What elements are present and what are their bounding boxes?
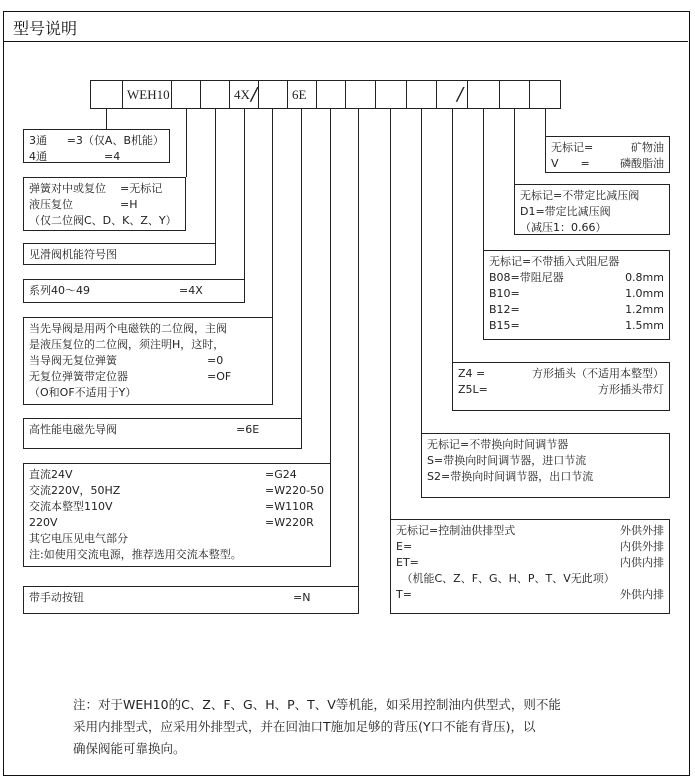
option-code: =H <box>120 198 138 211</box>
option-label: B15= <box>489 319 520 332</box>
option-code: 内供内排 <box>620 556 664 569</box>
connector-line <box>483 109 484 250</box>
option-label: 是液压复位的二位阀，须注明H，这时， <box>29 338 225 351</box>
slash-separator: / <box>251 84 258 105</box>
option-label: 液压复位 <box>29 198 73 211</box>
option-row <box>551 140 664 156</box>
option-code: =N <box>293 591 311 604</box>
code-cell <box>200 80 230 109</box>
option-row <box>29 247 210 263</box>
option-row <box>29 422 296 438</box>
option-label: 当导阀无复位弹簧 <box>29 354 117 367</box>
code-cell <box>90 80 123 109</box>
option-row <box>427 453 664 469</box>
option-label: ET= <box>396 556 419 569</box>
option-label: B08=带阻尼器 <box>489 271 564 284</box>
option-box-pilot <box>23 317 273 405</box>
option-box-manual <box>23 586 359 614</box>
option-row <box>29 499 325 515</box>
option-box-series <box>23 279 245 303</box>
option-code <box>265 531 325 547</box>
option-code <box>227 321 287 337</box>
connector-line <box>358 109 359 586</box>
option-row <box>489 270 664 286</box>
option-row <box>29 133 164 149</box>
option-box-ways <box>23 129 170 163</box>
option-label: 3通 <box>29 134 47 147</box>
option-code: =3（仅A、B机能） <box>66 134 164 147</box>
option-code: =0 <box>207 354 224 367</box>
option-row <box>29 337 267 353</box>
option-box-solenoid <box>23 418 302 449</box>
option-row <box>427 437 664 453</box>
option-row <box>489 254 664 270</box>
option-code: 1.2mm <box>625 303 664 316</box>
footnote-line: 注：对于WEH10的C、Z、F、G、H、P、T、V等机能，如采用控制油内供型式，则不能 <box>73 697 561 712</box>
option-code: 外供外排 <box>620 524 664 537</box>
option-label: 交流本整型110V <box>29 500 113 513</box>
option-code: =W220R <box>265 516 314 529</box>
option-label: 当先导阀是用两个电磁铁的二位阀，主阀 <box>29 322 227 335</box>
option-label: V = <box>551 157 590 170</box>
option-code: =G24 <box>265 468 297 481</box>
option-label: Z5L= <box>458 383 488 396</box>
option-label: （机能C、Z、F、G、H、P、T、V无此项） <box>396 572 615 585</box>
connector-line <box>244 109 245 279</box>
option-label: 其它电压见电气部分 <box>29 532 128 545</box>
option-code: 矿物油 <box>631 141 664 154</box>
option-box-reducer <box>514 184 670 235</box>
option-code: =W220-50 <box>265 484 325 497</box>
connector-line <box>186 109 187 177</box>
option-code: =4 <box>104 150 121 163</box>
option-label: 带手动按钮 <box>29 591 84 604</box>
code-cell <box>258 80 288 109</box>
slash-separator: / <box>457 84 464 105</box>
option-code: 内供外排 <box>620 540 664 553</box>
code-cell <box>375 80 407 109</box>
option-row <box>29 321 267 337</box>
option-label: T= <box>396 588 412 601</box>
option-row <box>551 156 664 172</box>
option-code: =OF <box>207 370 232 383</box>
option-row <box>520 204 664 220</box>
option-label: 无标记=控制油供排型式 <box>396 524 516 537</box>
option-code <box>177 213 237 229</box>
connector-line <box>390 109 391 519</box>
option-code <box>265 547 325 563</box>
connector-line <box>545 109 546 136</box>
option-row <box>396 571 664 587</box>
option-label: 无标记= <box>551 141 594 154</box>
option-label: 高性能电磁先导阀 <box>29 423 117 436</box>
code-cell <box>406 80 437 109</box>
option-label: 直流24V <box>29 468 73 481</box>
option-label: 见滑阀机能符号图 <box>29 248 117 261</box>
option-row <box>396 523 664 539</box>
option-label: Z4 = <box>458 367 486 380</box>
option-row <box>489 318 664 334</box>
option-label: 弹簧对中或复位 <box>29 182 106 195</box>
option-label: S=带换向时间调节器，进口节流 <box>427 454 587 467</box>
code-cell: WEH10 <box>122 80 172 109</box>
option-label: 4通 <box>29 150 47 163</box>
option-label: D1=带定比减压阀 <box>520 205 611 218</box>
connector-line <box>421 109 422 433</box>
option-row <box>29 197 180 213</box>
option-label: S2=带换向时间调节器，出口节流 <box>427 470 594 483</box>
option-row <box>520 220 664 236</box>
option-box-timing <box>421 433 670 498</box>
option-code <box>207 385 267 401</box>
option-row <box>489 302 664 318</box>
code-cell <box>316 80 346 109</box>
connector-line <box>106 109 107 129</box>
option-label: 注:如使用交流电源，推荐选用交流本整型。 <box>29 548 242 561</box>
option-label: 交流220V，50HZ <box>29 484 121 497</box>
option-row <box>29 547 325 563</box>
connector-line <box>272 109 273 317</box>
option-row <box>29 483 325 499</box>
code-cell: 6E <box>287 80 317 109</box>
option-row <box>29 353 267 369</box>
code-cell: 4X <box>229 80 259 109</box>
option-label: B10= <box>489 287 520 300</box>
option-row <box>29 149 164 165</box>
code-cell <box>499 80 530 109</box>
option-row <box>458 382 664 398</box>
option-label: （减压1：0.66） <box>520 221 607 234</box>
connector-line <box>301 109 302 418</box>
code-cell <box>467 80 500 109</box>
option-code: 1.5mm <box>625 319 664 332</box>
option-code: =6E <box>236 423 260 436</box>
option-code: 方形插头（不适用本整型） <box>532 367 664 380</box>
option-code <box>224 337 284 353</box>
option-box-reset <box>23 177 186 231</box>
option-code: 1.0mm <box>625 287 664 300</box>
option-code: =W110R <box>265 500 314 513</box>
option-row <box>29 590 353 606</box>
page-title: 型号说明 <box>13 19 78 38</box>
option-box-voltage <box>23 463 331 567</box>
option-label: （仅二位阀C、D、K、Z、Y） <box>29 214 177 227</box>
option-row <box>520 188 664 204</box>
footnote <box>73 694 561 760</box>
title-bar <box>3 11 688 42</box>
option-label: （O和OF不适用于Y） <box>29 386 137 399</box>
code-cell <box>436 80 468 109</box>
option-label: E= <box>396 540 413 553</box>
footnote-line: 采用内排型式，应采用外排型式，并在回油口T施加足够的背压(Y口不能有背压)，以 <box>73 719 536 734</box>
option-code: 磷酸脂油 <box>620 157 664 170</box>
option-row <box>29 385 267 401</box>
connector-line <box>330 109 331 463</box>
option-row <box>427 469 664 485</box>
option-row <box>396 587 664 603</box>
option-code: 0.8mm <box>625 271 664 284</box>
option-row <box>458 366 664 382</box>
connector-line <box>452 109 453 362</box>
footnote-line: 确保阀能可靠换向。 <box>73 741 186 756</box>
option-box-oil <box>390 519 670 614</box>
option-row <box>29 515 325 531</box>
option-code <box>150 247 210 263</box>
connector-line <box>514 109 515 184</box>
option-code: =4X <box>179 284 203 297</box>
option-label: 无复位弹簧带定位器 <box>29 370 128 383</box>
option-box-fluid <box>545 136 670 173</box>
option-row <box>29 369 267 385</box>
option-row <box>396 555 664 571</box>
option-label: 无标记=不带插入式阻尼器 <box>489 255 620 268</box>
option-label: 无标记=不带定比减压阀 <box>520 189 640 202</box>
option-row <box>29 467 325 483</box>
option-label: 220V <box>29 516 58 529</box>
option-row <box>396 539 664 555</box>
option-box-symbol <box>23 243 216 265</box>
option-row <box>29 181 180 197</box>
option-row <box>29 283 239 299</box>
code-cell <box>529 80 561 109</box>
option-label: 无标记=不带换向时间调节器 <box>427 438 569 451</box>
option-box-plug <box>452 362 670 411</box>
option-code: =无标记 <box>120 182 163 195</box>
option-code: 方形插头带灯 <box>598 383 664 396</box>
option-code: 外供内排 <box>620 588 664 601</box>
option-row <box>29 213 180 229</box>
option-row <box>489 286 664 302</box>
option-label: 系列40～49 <box>29 284 90 297</box>
option-row <box>29 531 325 547</box>
code-cell <box>345 80 376 109</box>
option-label: B12= <box>489 303 520 316</box>
option-box-damper <box>483 250 670 340</box>
code-cell <box>171 80 201 109</box>
